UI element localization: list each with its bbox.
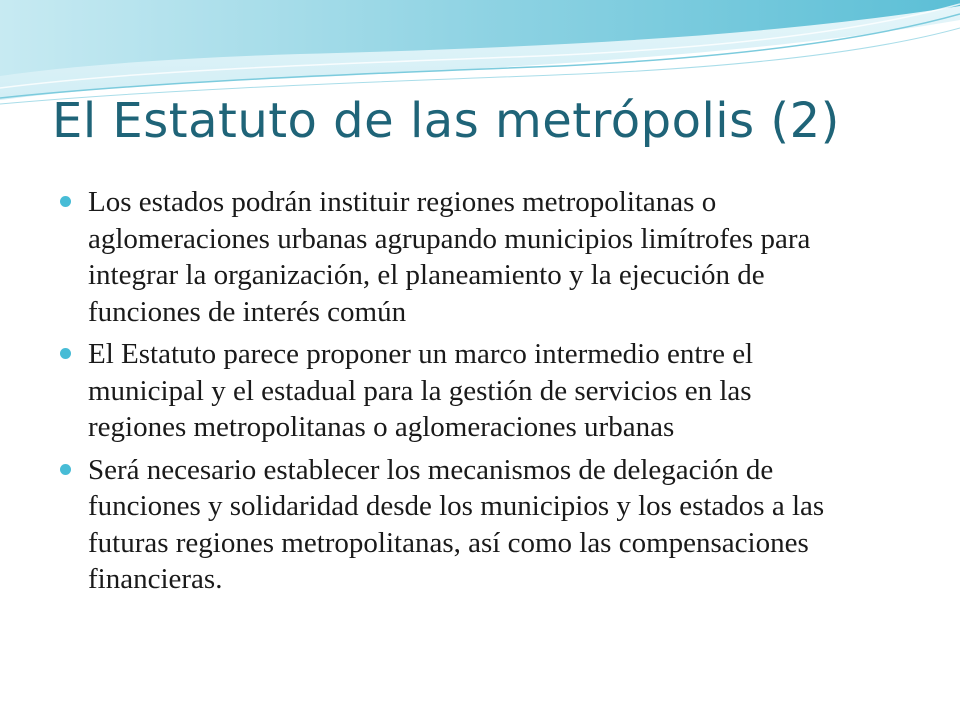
list-item xyxy=(60,336,850,446)
bullet-list xyxy=(60,184,850,604)
bullet-dot-icon xyxy=(60,196,71,207)
list-item xyxy=(60,452,850,598)
slide-title: El Estatuto de las metrópolis (2) xyxy=(52,93,840,149)
bullet-dot-icon xyxy=(60,348,71,359)
bullet-text: El Estatuto parece proponer un marco intermedio entre el municipal y el estadual para la gestión de servicios en las regiones metropolitanas o aglomeraciones urbanas xyxy=(88,338,754,443)
list-item xyxy=(60,184,850,330)
bullet-dot-icon xyxy=(60,464,71,475)
bullet-text: Los estados podrán instituir regiones metropolitanas o aglomeraciones urbanas agrupando municipios limítrofes para integrar la organización, el planeamiento y la ejecución de funciones de interés común xyxy=(88,186,811,328)
bullet-text: Será necesario establecer los mecanismos de delegación de funciones y solidaridad desde los municipios y los estados a las futuras regiones metropolitanas, así como las compensaciones financieras. xyxy=(88,453,825,595)
